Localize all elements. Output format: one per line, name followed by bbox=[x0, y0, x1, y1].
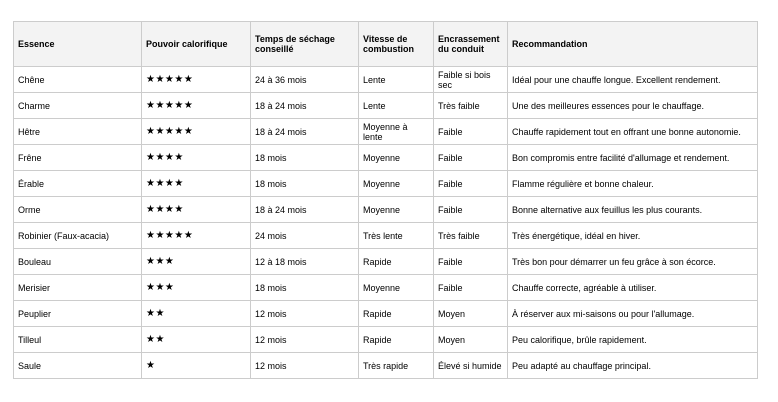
cell-encrassement: Faible bbox=[434, 119, 508, 145]
cell-recommandation: Très énergétique, idéal en hiver. bbox=[508, 223, 758, 249]
cell-recommandation: Bonne alternative aux feuillus les plus courants. bbox=[508, 197, 758, 223]
cell-essence: Chêne bbox=[14, 67, 142, 93]
cell-essence: Érable bbox=[14, 171, 142, 197]
cell-vitesse-combustion: Très rapide bbox=[359, 353, 434, 379]
column-header-vitesse-combustion: Vitesse de combustion bbox=[359, 22, 434, 67]
cell-encrassement: Très faible bbox=[434, 93, 508, 119]
table-row bbox=[14, 67, 758, 93]
cell-pouvoir-calorifique: ★★★★★ bbox=[142, 67, 251, 93]
cell-essence: Hêtre bbox=[14, 119, 142, 145]
cell-recommandation: Bon compromis entre facilité d'allumage et rendement. bbox=[508, 145, 758, 171]
cell-vitesse-combustion: Moyenne bbox=[359, 275, 434, 301]
table-row bbox=[14, 119, 758, 145]
cell-recommandation: Très bon pour démarrer un feu grâce à son écorce. bbox=[508, 249, 758, 275]
cell-temps-sechage: 18 mois bbox=[251, 171, 359, 197]
cell-pouvoir-calorifique: ★★ bbox=[142, 327, 251, 353]
cell-recommandation: Peu calorifique, brûle rapidement. bbox=[508, 327, 758, 353]
cell-encrassement: Faible si bois sec bbox=[434, 67, 508, 93]
cell-recommandation: Chauffe rapidement tout en offrant une bonne autonomie. bbox=[508, 119, 758, 145]
cell-encrassement: Faible bbox=[434, 275, 508, 301]
cell-essence: Tilleul bbox=[14, 327, 142, 353]
cell-temps-sechage: 12 mois bbox=[251, 301, 359, 327]
cell-temps-sechage: 24 à 36 mois bbox=[251, 67, 359, 93]
cell-temps-sechage: 12 à 18 mois bbox=[251, 249, 359, 275]
wood-comparison-table-container bbox=[13, 21, 758, 379]
table-header bbox=[14, 22, 758, 67]
cell-vitesse-combustion: Moyenne bbox=[359, 171, 434, 197]
cell-recommandation: Peu adapté au chauffage principal. bbox=[508, 353, 758, 379]
table-row bbox=[14, 171, 758, 197]
cell-temps-sechage: 18 mois bbox=[251, 145, 359, 171]
cell-encrassement: Faible bbox=[434, 197, 508, 223]
cell-pouvoir-calorifique: ★★★★ bbox=[142, 197, 251, 223]
cell-temps-sechage: 18 à 24 mois bbox=[251, 93, 359, 119]
cell-encrassement: Faible bbox=[434, 145, 508, 171]
cell-pouvoir-calorifique: ★★★★★ bbox=[142, 119, 251, 145]
cell-pouvoir-calorifique: ★★★★ bbox=[142, 145, 251, 171]
cell-vitesse-combustion: Moyenne bbox=[359, 197, 434, 223]
table-row bbox=[14, 353, 758, 379]
cell-pouvoir-calorifique: ★★ bbox=[142, 301, 251, 327]
cell-vitesse-combustion: Lente bbox=[359, 67, 434, 93]
wood-comparison-table bbox=[13, 21, 758, 379]
table-row bbox=[14, 223, 758, 249]
cell-vitesse-combustion: Rapide bbox=[359, 327, 434, 353]
cell-pouvoir-calorifique: ★★★ bbox=[142, 275, 251, 301]
cell-essence: Saule bbox=[14, 353, 142, 379]
cell-pouvoir-calorifique: ★ bbox=[142, 353, 251, 379]
cell-recommandation: Une des meilleures essences pour le chauffage. bbox=[508, 93, 758, 119]
cell-encrassement: Moyen bbox=[434, 327, 508, 353]
cell-temps-sechage: 18 à 24 mois bbox=[251, 197, 359, 223]
cell-essence: Bouleau bbox=[14, 249, 142, 275]
cell-temps-sechage: 18 mois bbox=[251, 275, 359, 301]
column-header-pouvoir-calorifique: Pouvoir calorifique bbox=[142, 22, 251, 67]
cell-pouvoir-calorifique: ★★★★★ bbox=[142, 93, 251, 119]
cell-vitesse-combustion: Très lente bbox=[359, 223, 434, 249]
table-row bbox=[14, 197, 758, 223]
table-row bbox=[14, 145, 758, 171]
cell-recommandation: À réserver aux mi-saisons ou pour l'allumage. bbox=[508, 301, 758, 327]
cell-encrassement: Faible bbox=[434, 171, 508, 197]
column-header-recommandation: Recommandation bbox=[508, 22, 758, 67]
table-row bbox=[14, 275, 758, 301]
cell-vitesse-combustion: Moyenne à lente bbox=[359, 119, 434, 145]
cell-essence: Robinier (Faux-acacia) bbox=[14, 223, 142, 249]
table-body bbox=[14, 67, 758, 379]
cell-pouvoir-calorifique: ★★★ bbox=[142, 249, 251, 275]
cell-vitesse-combustion: Rapide bbox=[359, 249, 434, 275]
cell-recommandation: Idéal pour une chauffe longue. Excellent rendement. bbox=[508, 67, 758, 93]
column-header-encrassement: Encrassement du conduit bbox=[434, 22, 508, 67]
cell-vitesse-combustion: Rapide bbox=[359, 301, 434, 327]
cell-temps-sechage: 18 à 24 mois bbox=[251, 119, 359, 145]
table-row bbox=[14, 327, 758, 353]
cell-encrassement: Très faible bbox=[434, 223, 508, 249]
cell-essence: Frêne bbox=[14, 145, 142, 171]
cell-recommandation: Flamme régulière et bonne chaleur. bbox=[508, 171, 758, 197]
table-row bbox=[14, 249, 758, 275]
cell-vitesse-combustion: Moyenne bbox=[359, 145, 434, 171]
cell-pouvoir-calorifique: ★★★★ bbox=[142, 171, 251, 197]
cell-temps-sechage: 12 mois bbox=[251, 353, 359, 379]
cell-encrassement: Faible bbox=[434, 249, 508, 275]
column-header-essence: Essence bbox=[14, 22, 142, 67]
cell-essence: Peuplier bbox=[14, 301, 142, 327]
cell-essence: Orme bbox=[14, 197, 142, 223]
cell-essence: Merisier bbox=[14, 275, 142, 301]
table-row bbox=[14, 301, 758, 327]
cell-temps-sechage: 24 mois bbox=[251, 223, 359, 249]
cell-vitesse-combustion: Lente bbox=[359, 93, 434, 119]
cell-temps-sechage: 12 mois bbox=[251, 327, 359, 353]
cell-pouvoir-calorifique: ★★★★★ bbox=[142, 223, 251, 249]
table-row bbox=[14, 93, 758, 119]
header-row bbox=[14, 22, 758, 67]
cell-recommandation: Chauffe correcte, agréable à utiliser. bbox=[508, 275, 758, 301]
cell-encrassement: Moyen bbox=[434, 301, 508, 327]
column-header-temps-sechage: Temps de séchage conseillé bbox=[251, 22, 359, 67]
cell-essence: Charme bbox=[14, 93, 142, 119]
cell-encrassement: Élevé si humide bbox=[434, 353, 508, 379]
